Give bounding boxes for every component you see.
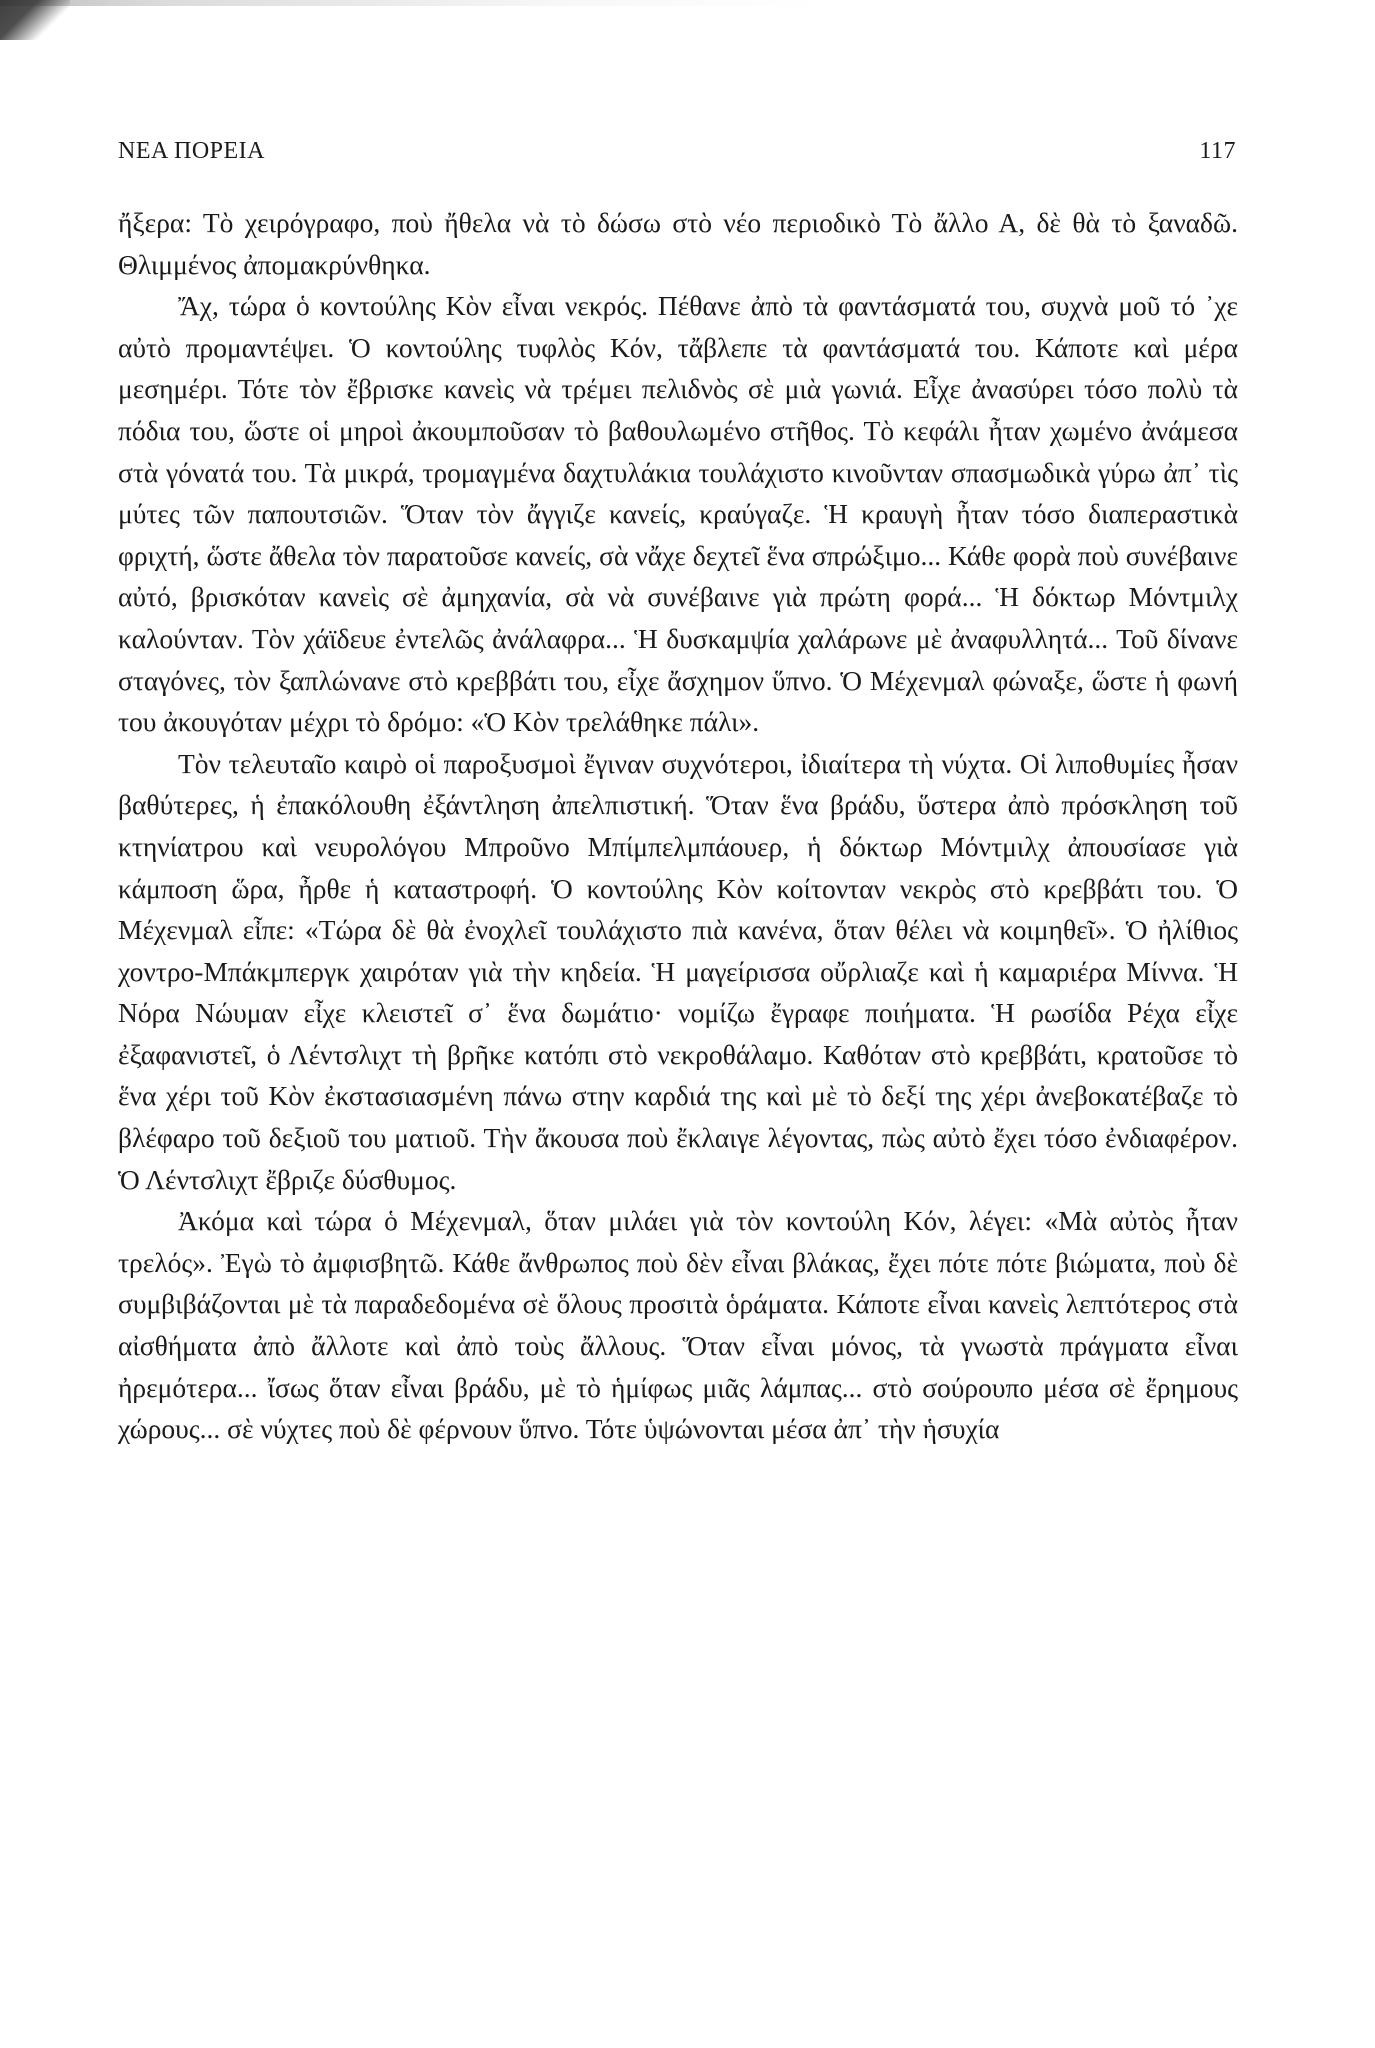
paragraph-last-time: Τὸν τελευταῖο καιρὸ οἱ παροξυσμοὶ ἔγιναν συχνότεροι, ἰδιαίτερα τὴ νύχτα. Οἱ λιποθυμίες ἦσαν βαθύτερες, ἡ ἐπακόλουθη ἐξάντληση ἀπελπιστική. Ὅταν ἕνα βράδυ, ὕστερα ἀπὸ πρόσκληση τοῦ κτηνίατρου καὶ νευρολόγου Μπροῦνο Μπίμπελμπάουερ, ἡ δόκτωρ Μόντμιλχ ἀπουσίασε γιὰ κάμποση ὥρα, ἦρθε ἡ καταστροφή. Ὁ κοντούλης Κὸν κοίτονταν νεκρὸς στὸ κρεββάτι του. Ὁ Μέχενμαλ εἶπε: «Τώρα δὲ θὰ ἐνοχλεῖ τουλάχιστο πιὰ κανένα, ὅταν θέλει νὰ κοιμηθεῖ». Ὁ ἠλίθιος χοντρο-Μπάκμπεργκ χαιρόταν γιὰ τὴν κηδεία. Ἡ μαγείρισσα οὔρλιαζε καὶ ἡ καμαριέρα Μίννα. Ἡ Νόρα Νώυμαν εἶχε κλειστεῖ σ᾽ ἕνα δωμάτιο· νομίζω ἔγραφε ποιήματα. Ἡ ρωσίδα Ρέχα εἶχε ἐξαφανιστεῖ, ὁ Λέντσλιχτ τὴ βρῆκε κατόπι στὸ νεκροθάλαμο. Καθόταν στὸ κρεββάτι, κρατοῦσε τὸ ἕνα χέρι τοῦ Κὸν ἐκστασιασμένη πάνω στην καρδιά της καὶ μὲ τὸ δεξί της χέρι ἀνεβοκατέβαζε τὸ βλέφαρο τοῦ δεξιοῦ του ματιοῦ. Τὴν ἄκουσα ποὺ ἔκλαιγε λέγοντας, πὼς αὐτὸ ἔχει τόσο ἐνδιαφέρον. Ὁ Λέντσλιχτ ἔβριζε δύσθυμος. <box>118 747 1238 1195</box>
paragraph-kon: Ἄχ, τώρα ὁ κοντούλης Κὸν εἶναι νεκρός. Πέθανε ἀπὸ τὰ φαντάσματά του, συχνὰ μοῦ τό ᾽χε αὐτὸ προμαντέψει. Ὁ κοντούλης τυφλὸς Κόν, τἄβλεπε τὰ φαντάσματά του. Κάποτε καὶ μέρα μεσημέρι. Τότε τὸν ἔβρισκε κανεὶς νὰ τρέμει πελιδνὸς σὲ μιὰ γωνιά. Εἶχε ἀνασύρει τόσο πολὺ τὰ πόδια του, ὥστε οἱ μηροὶ ἀκουμποῦσαν τὸ βαθουλωμένο στῆθος. Τὸ κεφάλι ἦταν χωμένο ἀνάμεσα στὰ γόνατά του. Τὰ μικρά, τρομαγμένα δαχτυλάκια τουλάχιστο κινοῦνταν σπασμωδικὰ γύρω ἀπ᾽ τὶς μύτες τῶν παπουτσιῶν. Ὅταν τὸν ἄγγιζε κανείς, κραύγαζε. Ἡ κραυγὴ ἦταν τόσο διαπεραστικὰ φριχτή, ὥστε ἄθελα τὸν παρατοῦσε κανείς, σὰ νἄχε δεχτεῖ ἕνα σπρώξιμο... Κάθε φορὰ ποὺ συνέβαινε αὐτό, βρισκόταν κανεὶς σὲ ἀμηχανία, σὰ νὰ συνέβαινε γιὰ πρώτη φορά... Ἡ δόκτωρ Μόντμιλχ καλούνταν. Τὸν χάϊδευε ἐντελῶς ἀνάλαφρα... Ἡ δυσκαμψία χαλάρωνε μὲ ἀναφυλλητά... Τοῦ δίνανε σταγόνες, τὸν ξαπλώνανε στὸ κρεββάτι του, εἶχε ἄσχημον ὕπνο. Ὁ Μέχενμαλ φώναξε, ὥστε ἡ φωνή του ἀκουγόταν μέχρι τὸ δρόμο: «Ὁ Κὸν τρελάθηκε πάλι». <box>118 290 1238 738</box>
corner-shadow <box>0 0 70 40</box>
page-number: 117 <box>1199 138 1236 164</box>
paragraph-continued: ἤξερα: Τὸ χειρόγραφο, ποὺ ἤθελα νὰ τὸ δώσω στὸ νέο περιοδικὸ Τὸ ἄλλο Α, δὲ θὰ τὸ ξαναδῶ. Θλιμμένος ἀπομακρύνθηκα. <box>118 207 1238 280</box>
body-text <box>118 202 1238 1450</box>
running-title: ΝΕΑ ΠΟΡΕΙΑ <box>118 138 265 164</box>
running-header <box>118 138 1236 172</box>
paragraph-even-now: Ἀκόμα καὶ τώρα ὁ Μέχενμαλ, ὅταν μιλάει γιὰ τὸν κοντούλη Κόν, λέγει: «Μὰ αὐτὸς ἦταν τρελός». Ἐγὼ τὸ ἀμφισβητῶ. Κάθε ἄνθρωπος ποὺ δὲν εἶναι βλάκας, ἔχει πότε πότε βιώματα, ποὺ δὲ συμβιβάζονται μὲ τὰ παραδεδομένα σὲ ὅλους προσιτὰ ὁράματα. Κάποτε εἶναι κανεὶς λεπτότερος στὰ αἰσθήματα ἀπὸ ἄλλοτε καὶ ἀπὸ τοὺς ἄλλους. Ὅταν εἶναι μόνος, τὰ γνωστὰ πράγματα εἶναι ἠρεμότερα... ἴσως ὅταν εἶναι βράδυ, μὲ τὸ ἡμίφως μιᾶς λάμπας... στὸ σούρουπο μέσα σὲ ἔρημους χώρους... σὲ νύχτες ποὺ δὲ φέρνουν ὕπνο. Τότε ὑψώνονται μέσα ἀπ᾽ τὴν ἡσυχία <box>118 1205 1238 1445</box>
page-edge-shading <box>0 0 1375 6</box>
